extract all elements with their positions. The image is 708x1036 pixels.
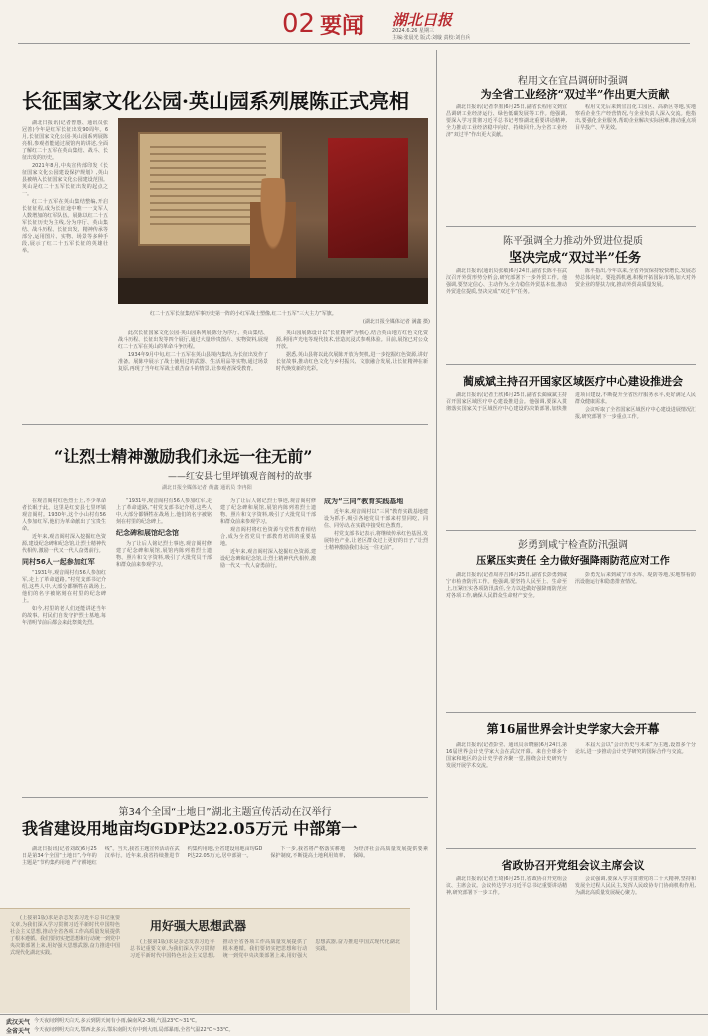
feature-col-4 [324, 498, 428, 788]
feature-paragraph: 为了让后人铭记烈士事迹,观音阁村修建了纪念碑和展馆,展馆内陈列着烈士遗物、照片和文字资料,吸引了大批党员干部和群众前来参观学习。 [220, 498, 316, 525]
bottom-kicker: 第34个全国“土地日”湖北主题宣传活动在汉举行 [118, 807, 332, 818]
weather-label-wuhan: 武汉天气 [6, 1019, 31, 1026]
sidebar-story5-headline: 第16届世界会计史学家大会开幕 [486, 722, 660, 736]
photo-floor [118, 278, 428, 304]
feature-headline: “让烈士精神激励我们永远一往无前” [54, 447, 313, 466]
sidebar-story1-body [446, 104, 696, 222]
feature-paragraph: 村党支部书记表示,将继续传承红色基因,发展特色产业,让老区群众过上更好的日子,“让烈士精神激励我们永远一往无前”。 [324, 531, 428, 551]
sidebar-story5-body [446, 742, 696, 842]
commentary-paragraph: (上接第1版)求是杂志发表习近平总书记重要文章,为我们深入学习贯彻习近平新时代中国特色社会主义思想,推动全省各项工作高质量发展提供了根本遵循。我们要切实把思想和行动统一到党中央决策部署上来,用好强大思想武器,奋力推进中国式现代化湖北实践。 [130, 939, 400, 959]
weather-label-province: 全省天气 [6, 1028, 31, 1035]
sidebar-story4-body [446, 572, 696, 706]
statue-figure [250, 178, 296, 288]
bottom-headline: 我省建设用地亩均GDP达22.05万元 中部第一 [22, 819, 358, 838]
issue-date: 2024.6.26 星期三 [392, 28, 435, 34]
lead-paragraph: 红二十五军在英山集结整编,开启长征征程,成为长征途中唯一一支军人人数增加的红军队伍。展陈以红二十五军长征历史为主线,分为序厅、英山集结、战斗历程、长征出发、精神传承等部分,运用图片、实物、场景等多种手段,展示了红二十五军长征的英雄壮举。 [22, 199, 108, 254]
sidebar-story2-kicker: 陈平强调全力推动外贸进位提质 [503, 236, 643, 247]
section-divider [22, 424, 428, 425]
masthead-divider [18, 43, 690, 44]
feature-subtitle: ——红安县七里坪镇观音阁村的故事 [168, 472, 313, 482]
lead-paragraph: 此次长征国家文化公园·英山园系列展陈分为序厅、英山集结、战斗历程、长征出发等四个展厅,通过大量珍贵图片、实物资料,展现红二十五军在英山的革命斗争历程。 [118, 330, 268, 350]
lead-headline: 长征国家文化公园·英山园系列展陈正式亮相 [22, 89, 409, 113]
bottom-body [22, 846, 428, 908]
editor-credits: 主编:张晨光 版式:刘璇 责校:刘自兵 [392, 35, 471, 41]
lead-paragraph: 1934年9月中旬,红二十五军在英山县境内集结,为长征出发作了准备。展陈中展示了战士使用过的武器、生活用品等实物,通过场景复原,再现了当年红军战士艰苦奋斗的情景,让参观者深受教育。 [118, 352, 268, 372]
sidebar-divider [446, 364, 696, 365]
lead-photo-credit: (湖北日报全媒体记者 满鑫 摄) [362, 319, 430, 325]
feature-paragraph: 观音阁村将红色资源与党性教育相结合,成为全省党员干部教育培训的重要基地。 [220, 527, 316, 547]
feature-col-3 [220, 498, 316, 788]
sidebar-story2-headline: 坚决完成“双过半”任务 [509, 251, 641, 266]
sidebar-paragraph: 湖北日报讯(记者王琦)6月25日,省政协召开党组会议、主席会议。会议传达学习习近平总书记重要讲话精神,研究部署下一步工作。 [446, 876, 567, 896]
sidebar-paragraph: 湖北日报讯(记者周亦吉)6月25日,副省长彭勇到咸宁市检查防汛工作。他强调,要坚持人民至上、生命至上,压紧压实各项防汛责任,全力以赴做好强降雨防范应对各项工作,确保人民群众生命财产安全。 [446, 572, 567, 599]
weather-footer [0, 1014, 708, 1036]
feature-subhead: 同村56人一起参加红军 [22, 558, 95, 566]
masthead [0, 0, 708, 42]
sidebar-paragraph: 彭勇先后来到咸宁市水库、堤防等地,实地察看防汛设施运行和隐患排查情况。 [575, 572, 696, 585]
weather-text-province: 今天夜间到明天白天,鄂西北多云,鄂东南阴天有中到大雨,局部暴雨,全省气温22℃~33℃。 [34, 1027, 234, 1033]
page-label: 要闻 [320, 13, 365, 39]
paper-logo: 湖北日报 [392, 11, 453, 29]
sidebar-story3-headline: 蔺威斌主持召开国家区域医疗中心建设推进会 [463, 375, 683, 388]
feature-byline: 湖北日报全媒体记者 黄鑫 通讯员 李冉阳 [162, 485, 252, 491]
sidebar-paragraph: 湖北日报讯(通讯员张敏)6月24日,副省长陈平在武汉召开外贸形势分析会,研究部署下一步外贸工作。他强调,要坚定信心、主动作为,全力稳住外贸基本盘,推动外贸进位提质,坚决完成“双过半”任务。 [446, 268, 567, 295]
exhibit-wall-text [150, 146, 266, 226]
lead-paragraph: 2021年8月,中央宣传部印发《长征国家文化公园建设保护规划》,英山县被纳入长征国家文化公园建设范围。英山是红二十五军长征出发的起点之一。 [22, 163, 108, 197]
sidebar-divider [446, 226, 696, 227]
sidebar-paragraph: 湖北日报讯(记者李墨)6月25日,副省长程用文到宜昌调研工业经济运行、绿色低碳发展等工作。他强调,要深入学习贯彻习近平总书记考察湖北重要讲话精神,全力推动工业经济稳中向好、持续回升,为全省工业经济“双过半”作出更大贡献。 [446, 104, 567, 138]
commentary-headline: 用好强大思想武器 [150, 919, 247, 933]
red-flag-display [328, 138, 408, 258]
sidebar-paragraph: 湖北日报讯(记者彭莹、通讯员余晓丽)6月24日,第16届世界会计史学家大会在武汉开幕。来自全球多个国家和地区的会计史学者齐聚一堂,围绕会计史研究与发展开展学术交流。 [446, 742, 567, 769]
feature-subhead: 成为“三同”教育实践基地 [324, 498, 404, 505]
feature-paragraph: 近年来,观音阁村深入挖掘红色资源,建设纪念碑和纪念馆,让烈士精神代代相传,激励一代又一代人奋勇前行。 [220, 549, 316, 569]
sidebar-paragraph: 本届大会以“会计历史与未来”为主题,设置多个分论坛,进一步推动会计史学研究的国际合作与交流。 [575, 742, 696, 755]
feature-col-1 [22, 498, 106, 788]
feature-paragraph: 在观音阁村红色烈士上,不少革命者长眠于此。这里是红安县七里坪镇观音阁村。1930年,这个小山村有56人参加红军,他们为革命献出了宝贵生命。 [22, 498, 106, 532]
lead-photo [118, 118, 428, 304]
sidebar-story1-headline: 为全省工业经济“双过半”作出更大贡献 [480, 88, 670, 101]
bottom-divider [22, 797, 428, 798]
sidebar-story6-body [446, 876, 696, 1010]
sidebar-paragraph: 会议强调,要深入学习贯彻党的二十大精神,坚持和发展全过程人民民主,发挥人民政协专门协商机构作用,为湖北高质量发展凝心聚力。 [575, 876, 696, 896]
sidebar-paragraph: 湖北日报讯(记者王欣)6月25日,副省长蔺威斌主持召开国家区域医疗中心建设推进会。他强调,要深入贯彻落实国家关于区域医疗中心建设的决策部署,加快推进项目建设,不断提升全省医疗服务水平,更好满足人民群众健康需求。 [446, 392, 696, 412]
commentary-box [0, 908, 410, 1013]
bottom-paragraph: 下一步,我省将严格落实耕地保护制度,不断提高土地利用效率,为经济社会高质量发展提供要素保障。 [270, 846, 428, 859]
sidebar-story4-headline: 压紧压实责任 全力做好强降雨防范应对工作 [476, 556, 670, 567]
lead-photo-caption: 红二十五军长征集结军事历史第一阵的小红军战士塑像,红二十五军“三大主力”军旗。 [150, 311, 337, 317]
feature-subhead: 纪念碑和展馆纪念馆 [116, 529, 179, 537]
feature-paragraph: 近年来,观音阁村深入挖掘红色资源,建设纪念碑和纪念馆,让烈士精神代代相传,激励一代又一代人奋勇前行。 [22, 534, 106, 554]
sidebar-paragraph: 会议听取了全省国家区域医疗中心建设进展情况汇报,研究部署下一步重点工作。 [575, 407, 696, 420]
sidebar-story6-headline: 省政协召开党组会议主席会议 [501, 859, 645, 872]
feature-paragraph: “1931年,观音阁村有56人参加红军,走上了革命道路。”村党支部书记介绍,这些人中,大部分都牺牲在战场上,他们的名字被铭刻在村里的纪念碑上。 [22, 570, 106, 604]
commentary-col-right [130, 939, 400, 1009]
lead-body-mid [118, 330, 268, 416]
bottom-paragraph: 湖北日报讯(记者刘政)6月25日是第34个全国“土地日”,今年的主题是“节约集约用地 严守耕地红线”。当天,我省主题宣传活动在武汉举行。近年来,我省持续推进节约集约用地,全省建设用地亩均GDP达22.05万元,居中部第一。 [22, 846, 263, 866]
column-divider [436, 50, 437, 1010]
commentary-col-left [10, 915, 120, 1009]
sidebar-story1-kicker: 程用文在宜昌调研时强调 [518, 76, 628, 87]
feature-col-2 [116, 498, 212, 788]
page-number: 02 [282, 9, 316, 39]
sidebar-divider [446, 848, 696, 849]
feature-paragraph: “1931年,观音阁村有56人参加红军,走上了革命道路。”村党支部书记介绍,这些人中,大部分都牺牲在战场上,他们的名字被铭刻在村里的纪念碑上。 [116, 498, 212, 525]
sidebar-paragraph: 程用文先后来到宜昌化工园区、高新区等地,实地察看企业生产经营情况,与企业负责人深入交流。他指出,要强化企业服务,帮助企业解决实际困难,推动重点项目早投产、早见效。 [575, 104, 696, 131]
sidebar-story3-body [446, 392, 696, 526]
feature-paragraph: 为了让后人铭记烈士事迹,观音阁村修建了纪念碑和展馆,展馆内陈列着烈士遗物、照片和文字资料,吸引了大批党员干部和群众前来参观学习。 [116, 541, 212, 568]
sidebar-story4-kicker: 彭勇到咸宁检查防汛强调 [518, 540, 628, 551]
lead-paragraph: 据悉,英山县将以此次展陈开放为契机,进一步挖掘红色资源,讲好长征故事,推动红色文化与乡村振兴、文旅融合发展,让长征精神在新时代焕发新的光彩。 [276, 352, 428, 372]
sidebar-divider [446, 712, 696, 713]
lead-body-left [22, 120, 108, 416]
lead-paragraph: 英山园展陈设计以“长征精神”为核心,结合英山地方红色文化资源,利用声光电等现代技术,营造沉浸式参观体验。目前,展馆已对公众开放。 [276, 330, 428, 350]
sidebar-paragraph: 陈平指出,今年以来,全省外贸保持较快增长,发展态势总体向好。要抢抓机遇,积极开拓国际市场,加大对外贸企业的帮扶力度,推动外贸高质量发展。 [575, 268, 696, 288]
sidebar-divider [446, 530, 696, 531]
sidebar-story2-body [446, 268, 696, 360]
lead-paragraph: 湖北日报讯(记者曾惠、通讯员张冠善)今年是红军长征出发90周年。6月,长征国家文化公园·英山园系列展陈亮相,参观者能通过展馆内的讲述,全面了解红二十五军在英山集结、战斗、长征出发的历史。 [22, 120, 108, 161]
feature-paragraph: 如今,村里的老人们还能讲述当年的故事。村民们自发守护烈士墓地,每年清明节前后都会来此祭奠先烈。 [22, 606, 106, 626]
weather-text-wuhan: 今天夜间到明天白天,多云到阴天间有小雨,偏南风2-3级,气温23℃~31℃。 [34, 1018, 201, 1024]
feature-paragraph: 近年来,观音阁村以“三同”教育实践基地建设为抓手,吸引各地党员干部来村里同吃、同住、同劳动,在实践中接受红色教育。 [324, 509, 428, 529]
lead-body-right [276, 330, 428, 416]
commentary-paragraph: (上接第1版)求是杂志发表习近平总书记重要文章,为我们深入学习贯彻习近平新时代中国特色社会主义思想,推动全省各项工作高质量发展提供了根本遵循。我们要切实把思想和行动统一到党中央决策部署上来,用好强大思想武器,奋力推进中国式现代化湖北实践。 [10, 915, 120, 956]
